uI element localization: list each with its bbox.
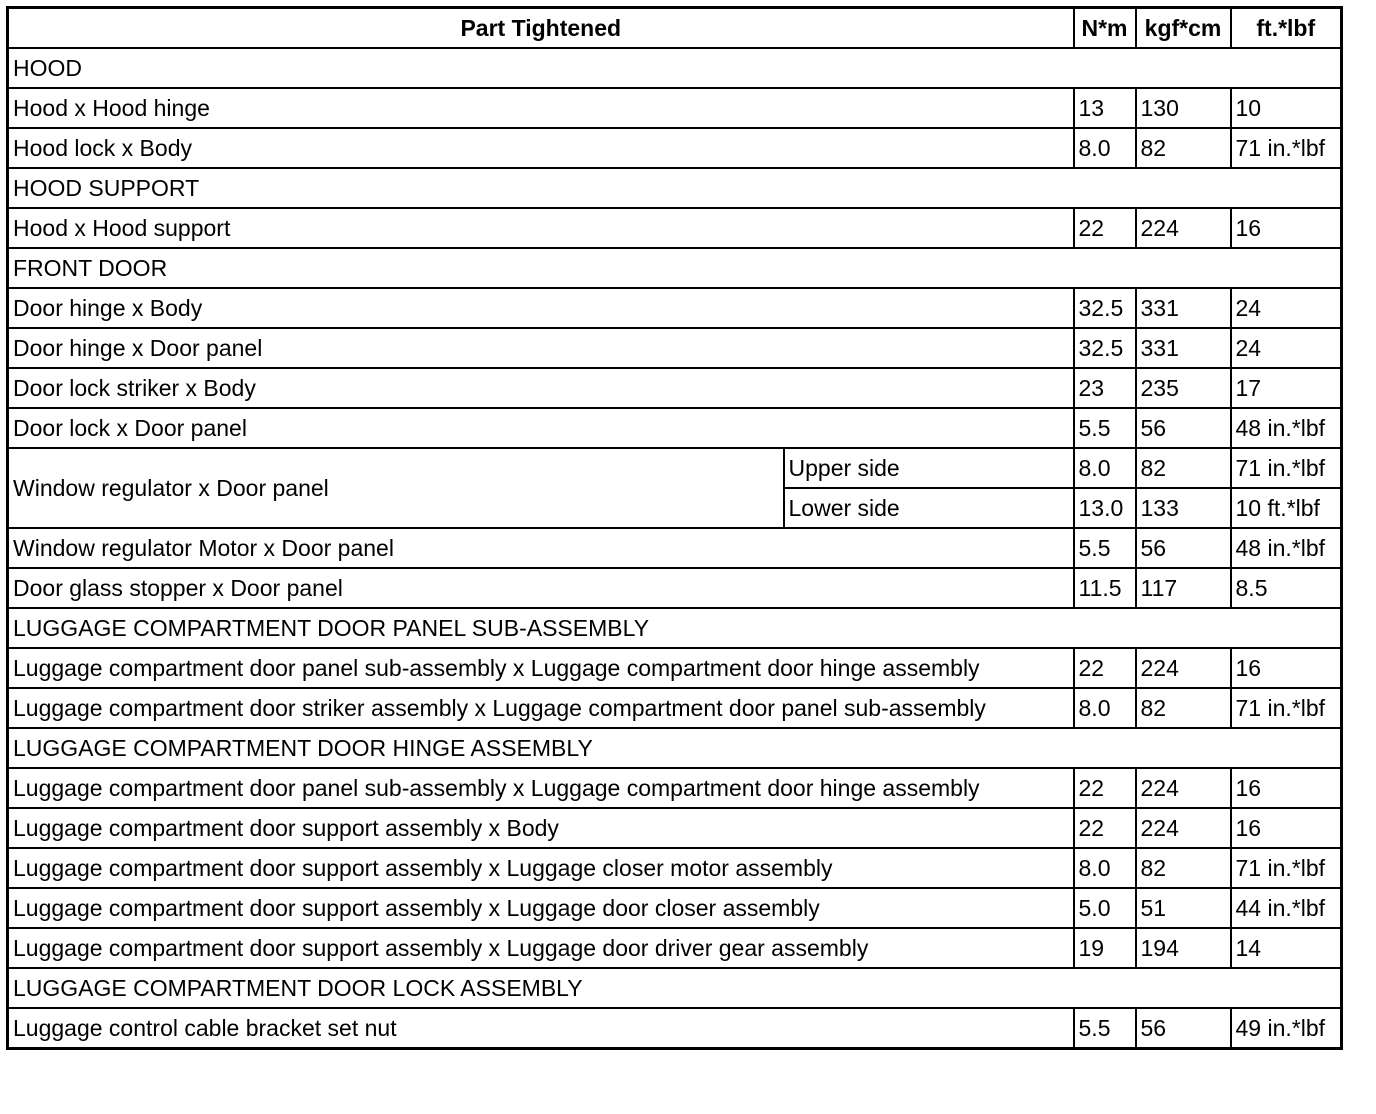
ftlbf-cell: 71 in.*lbf (1231, 448, 1342, 488)
nm-cell: 19 (1074, 928, 1136, 968)
nm-cell: 22 (1074, 768, 1136, 808)
ftlbf-cell: 48 in.*lbf (1231, 408, 1342, 448)
nm-cell: 8.0 (1074, 128, 1136, 168)
table-row (8, 88, 1342, 128)
header-part-tightened: Part Tightened (8, 8, 1074, 49)
table-row (8, 848, 1342, 888)
ftlbf-cell: 24 (1231, 288, 1342, 328)
header-nm: N*m (1074, 8, 1136, 49)
nm-cell: 22 (1074, 648, 1136, 688)
part-cell: Luggage compartment door support assembly x Luggage door closer assembly (8, 888, 1074, 928)
kgfcm-cell: 56 (1136, 1008, 1231, 1049)
kgfcm-cell: 331 (1136, 328, 1231, 368)
kgfcm-cell: 130 (1136, 88, 1231, 128)
part-cell: Door hinge x Door panel (8, 328, 1074, 368)
kgfcm-cell: 331 (1136, 288, 1231, 328)
ftlbf-cell: 24 (1231, 328, 1342, 368)
nm-cell: 5.0 (1074, 888, 1136, 928)
part-cell: Luggage compartment door support assembly x Luggage door driver gear assembly (8, 928, 1074, 968)
part-cell: Luggage compartment door striker assembly x Luggage compartment door panel sub-assembly (8, 688, 1074, 728)
section-row (8, 248, 1342, 288)
part-cell: Door glass stopper x Door panel (8, 568, 1074, 608)
section-row (8, 48, 1342, 88)
nm-cell: 13 (1074, 88, 1136, 128)
side-cell-upper: Upper side (784, 448, 1074, 488)
part-cell: Door hinge x Body (8, 288, 1074, 328)
table-row (8, 288, 1342, 328)
section-title-luggage-panel: LUGGAGE COMPARTMENT DOOR PANEL SUB-ASSEMBLY (8, 608, 1342, 648)
nm-cell: 5.5 (1074, 408, 1136, 448)
torque-spec-table (6, 6, 1343, 1050)
ftlbf-cell: 71 in.*lbf (1231, 128, 1342, 168)
table-row (8, 888, 1342, 928)
ftlbf-cell: 16 (1231, 208, 1342, 248)
nm-cell: 32.5 (1074, 288, 1136, 328)
header-kgfcm: kgf*cm (1136, 8, 1231, 49)
table-row (8, 128, 1342, 168)
kgfcm-cell: 133 (1136, 488, 1231, 528)
table-row (8, 408, 1342, 448)
section-row (8, 168, 1342, 208)
part-cell: Luggage compartment door support assembly x Body (8, 808, 1074, 848)
header-row (8, 8, 1342, 49)
nm-cell: 8.0 (1074, 848, 1136, 888)
kgfcm-cell: 235 (1136, 368, 1231, 408)
nm-cell: 22 (1074, 808, 1136, 848)
table-row (8, 328, 1342, 368)
section-title-luggage-lock: LUGGAGE COMPARTMENT DOOR LOCK ASSEMBLY (8, 968, 1342, 1008)
nm-cell: 32.5 (1074, 328, 1136, 368)
part-cell: Hood x Hood hinge (8, 88, 1074, 128)
part-cell: Hood lock x Body (8, 128, 1074, 168)
table-row (8, 768, 1342, 808)
nm-cell: 5.5 (1074, 528, 1136, 568)
ftlbf-cell: 10 (1231, 88, 1342, 128)
table-row (8, 368, 1342, 408)
kgfcm-cell: 56 (1136, 528, 1231, 568)
part-cell: Luggage compartment door support assembly x Luggage closer motor assembly (8, 848, 1074, 888)
section-title-front-door: FRONT DOOR (8, 248, 1342, 288)
ftlbf-cell: 71 in.*lbf (1231, 688, 1342, 728)
ftlbf-cell: 10 ft.*lbf (1231, 488, 1342, 528)
kgfcm-cell: 224 (1136, 808, 1231, 848)
ftlbf-cell: 8.5 (1231, 568, 1342, 608)
table-row (8, 928, 1342, 968)
kgfcm-cell: 51 (1136, 888, 1231, 928)
part-cell: Window regulator Motor x Door panel (8, 528, 1074, 568)
nm-cell: 23 (1074, 368, 1136, 408)
section-row (8, 728, 1342, 768)
kgfcm-cell: 82 (1136, 448, 1231, 488)
section-row (8, 968, 1342, 1008)
part-cell: Luggage compartment door panel sub-assembly x Luggage compartment door hinge assembly (8, 768, 1074, 808)
part-cell: Luggage compartment door panel sub-assembly x Luggage compartment door hinge assembly (8, 648, 1074, 688)
nm-cell: 8.0 (1074, 688, 1136, 728)
nm-cell: 5.5 (1074, 1008, 1136, 1049)
part-cell: Hood x Hood support (8, 208, 1074, 248)
side-cell-lower: Lower side (784, 488, 1074, 528)
ftlbf-cell: 16 (1231, 768, 1342, 808)
part-cell: Door lock striker x Body (8, 368, 1074, 408)
ftlbf-cell: 14 (1231, 928, 1342, 968)
nm-cell: 11.5 (1074, 568, 1136, 608)
table-row (8, 688, 1342, 728)
section-title-hood-support: HOOD SUPPORT (8, 168, 1342, 208)
ftlbf-cell: 16 (1231, 648, 1342, 688)
ftlbf-cell: 71 in.*lbf (1231, 848, 1342, 888)
nm-cell: 13.0 (1074, 488, 1136, 528)
nm-cell: 22 (1074, 208, 1136, 248)
table-row (8, 208, 1342, 248)
ftlbf-cell: 16 (1231, 808, 1342, 848)
ftlbf-cell: 17 (1231, 368, 1342, 408)
kgfcm-cell: 56 (1136, 408, 1231, 448)
section-title-luggage-hinge: LUGGAGE COMPARTMENT DOOR HINGE ASSEMBLY (8, 728, 1342, 768)
kgfcm-cell: 224 (1136, 768, 1231, 808)
kgfcm-cell: 117 (1136, 568, 1231, 608)
table-row (8, 808, 1342, 848)
kgfcm-cell: 82 (1136, 688, 1231, 728)
table-row (8, 648, 1342, 688)
ftlbf-cell: 48 in.*lbf (1231, 528, 1342, 568)
section-row (8, 608, 1342, 648)
ftlbf-cell: 44 in.*lbf (1231, 888, 1342, 928)
table-row (8, 568, 1342, 608)
kgfcm-cell: 82 (1136, 848, 1231, 888)
part-cell-window-regulator: Window regulator x Door panel (8, 448, 784, 528)
nm-cell: 8.0 (1074, 448, 1136, 488)
kgfcm-cell: 194 (1136, 928, 1231, 968)
header-ftlbf: ft.*lbf (1231, 8, 1342, 49)
part-cell: Luggage control cable bracket set nut (8, 1008, 1074, 1049)
part-cell: Door lock x Door panel (8, 408, 1074, 448)
kgfcm-cell: 224 (1136, 648, 1231, 688)
table-row (8, 448, 1342, 488)
section-title-hood: HOOD (8, 48, 1342, 88)
kgfcm-cell: 224 (1136, 208, 1231, 248)
table-row (8, 528, 1342, 568)
table-row (8, 1008, 1342, 1049)
ftlbf-cell: 49 in.*lbf (1231, 1008, 1342, 1049)
kgfcm-cell: 82 (1136, 128, 1231, 168)
